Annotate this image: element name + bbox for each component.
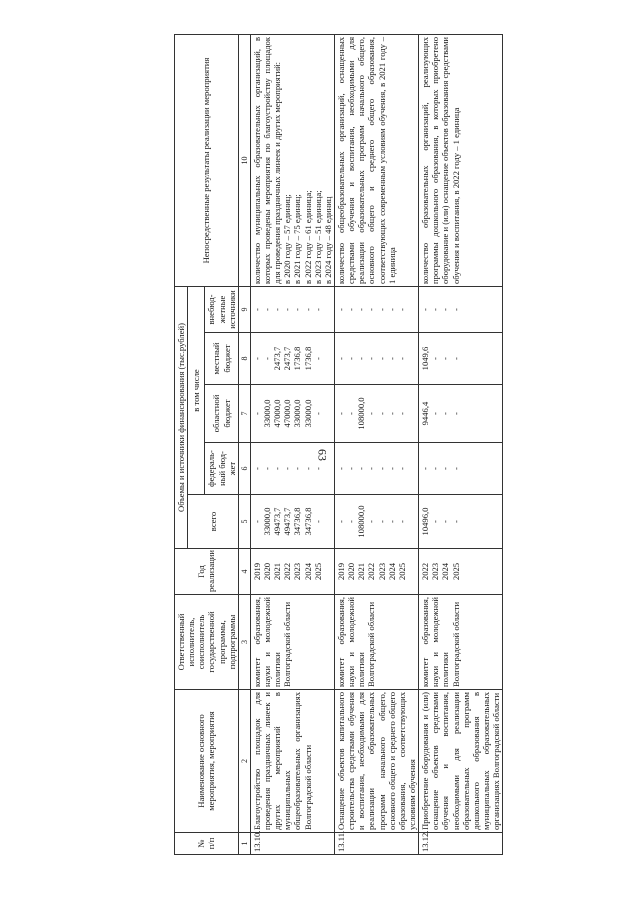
extra-list-value: - <box>312 308 323 311</box>
federal-list-value: - <box>346 467 357 470</box>
year-list-value: 2020 <box>346 562 357 581</box>
local-list <box>250 333 334 385</box>
local-list-value: - <box>251 357 262 360</box>
federal-list-value: - <box>430 467 441 470</box>
regional-list <box>419 385 503 443</box>
column-number: 2 <box>238 690 250 833</box>
extra-list-value: - <box>366 308 377 311</box>
header-federal: федераль-ный бюд-жет <box>205 443 238 495</box>
header-local: местный бюджет <box>205 333 238 385</box>
extra-list-value: - <box>396 308 407 311</box>
local-list-value: - <box>335 357 346 360</box>
regional-list-value: - <box>346 412 357 415</box>
local-list-value: 2473,7 <box>272 346 283 371</box>
federal-list-value: - <box>376 467 387 470</box>
extra-list-value: - <box>302 308 313 311</box>
federal-list-value: - <box>396 467 407 470</box>
federal-list-value: - <box>366 467 377 470</box>
total-list-value: 33000,0 <box>261 507 272 536</box>
column-number: 3 <box>238 595 250 690</box>
column-number: 9 <box>238 286 250 332</box>
local-list-value: - <box>366 357 377 360</box>
local-list <box>419 333 503 385</box>
year-list-value: 2022 <box>366 562 377 581</box>
total-list-value: 34736,8 <box>292 507 303 536</box>
extra-list <box>334 286 418 332</box>
header-including: в том числе <box>188 286 205 494</box>
year-list-value: 2019 <box>335 562 346 581</box>
activity-result: количество образовательных организаций, реализующих программы дошкольного образования, в которых приобретено оборудование и (или) оснащение объектов образования средствами обучения и воспитания, в 2022 году – 1 единица <box>419 34 503 286</box>
year-list-value: 2023 <box>376 562 387 581</box>
extra-list-value: - <box>430 308 441 311</box>
federal-list-value: - <box>420 467 431 470</box>
federal-list-value: - <box>251 467 262 470</box>
regional-list-value: - <box>312 412 323 415</box>
year-list-value: 2024 <box>302 562 313 581</box>
extra-list-value: - <box>376 308 387 311</box>
extra-list-value: - <box>261 308 272 311</box>
year-list-value: 2022 <box>282 562 293 581</box>
local-list-value: - <box>450 357 461 360</box>
activity-result: количество общеобразовательных организаций, оснащенных средствами обучения и воспитания, необходимыми для реализации образовательных программ начального общего, основного общего и среднего общего образования, соответствующих современным условиям обучения, в 2021 году – 1 единица <box>334 34 418 286</box>
regional-list-value: 33000,0 <box>292 399 303 428</box>
year-list-value: 2023 <box>430 562 441 581</box>
responsible-executor: комитет образования, науки и молодежной политики Волгоградской области <box>250 595 334 690</box>
column-number: 5 <box>238 495 250 549</box>
extra-list-value: - <box>292 308 303 311</box>
regional-list-value: - <box>386 412 397 415</box>
header-extra: внебюд-жетные источники <box>205 286 238 332</box>
federal-list-value: - <box>335 467 346 470</box>
total-list <box>334 495 418 549</box>
extra-list-value: - <box>272 308 283 311</box>
year-list-value: 2023 <box>292 562 303 581</box>
table-row <box>250 34 334 854</box>
total-list-value: 49473,7 <box>272 507 283 536</box>
total-list-value: 108000,0 <box>356 505 367 538</box>
regional-list <box>250 385 334 443</box>
regional-list-value: 47000,0 <box>272 399 283 428</box>
activity-name: Оснащение объектов капитального строительства средствами обучения и воспитания, необходимыми для реализации образовательных программ начального общего, основного общего и среднего общего образования, соответствующих условиям обучения <box>334 690 418 833</box>
local-list-value: - <box>356 357 367 360</box>
column-number: 6 <box>238 443 250 495</box>
header-responsible: Ответственный исполнитель, соисполнитель государственной программы, подпрограммы <box>175 595 239 690</box>
local-list-value: - <box>312 357 323 360</box>
extra-list-value: - <box>420 308 431 311</box>
total-list-value: - <box>312 520 323 523</box>
extra-list-value: - <box>346 308 357 311</box>
federal-list-value: - <box>272 467 283 470</box>
column-number: 10 <box>238 34 250 286</box>
regional-list-value: - <box>450 412 461 415</box>
year-list-value: 2021 <box>356 562 367 581</box>
year-list-value: 2025 <box>450 562 461 581</box>
total-list-value: - <box>251 520 262 523</box>
column-number: 1 <box>238 833 250 855</box>
total-list-value: - <box>376 520 387 523</box>
year-list-value: 2025 <box>396 562 407 581</box>
local-list-value: - <box>430 357 441 360</box>
regional-list-value: - <box>396 412 407 415</box>
local-list-value: 2473,7 <box>282 346 293 371</box>
header-result: Непосредственные результаты реализации мероприятия <box>175 34 239 286</box>
table-row <box>334 34 418 854</box>
activity-result: количество муниципальных образовательных организаций, в которых проведены мероприятия по благоустройству площадок для проведения праздничных линеек и других мероприятий: в 2020 году – 57 единиц; в 2021 году – 75 единиц; в 2022 году – 61 единица; в 2023 году – 51 единица; в 2024 году – 48 единиц <box>250 34 334 286</box>
local-list-value: - <box>346 357 357 360</box>
local-list-value: - <box>261 357 272 360</box>
federal-list-value: - <box>450 467 461 470</box>
total-list-value: - <box>450 520 461 523</box>
year-list-value: 2024 <box>440 562 451 581</box>
page-number: 63 <box>315 449 330 461</box>
column-numbers-row <box>238 34 250 854</box>
header-name: Наименование основного мероприятия, мероприятия <box>175 690 239 833</box>
header-funding: Объемы и источники финансирования (тыс.рублей) <box>175 286 188 548</box>
total-list-value: 10496,0 <box>420 507 431 536</box>
local-list-value: - <box>386 357 397 360</box>
rotated-page <box>174 35 640 855</box>
total-list <box>419 495 503 549</box>
header-num: № п/п <box>175 833 239 855</box>
year-list-value: 2019 <box>251 562 262 581</box>
total-list-value: - <box>335 520 346 523</box>
header-year: Год реализации <box>175 549 239 595</box>
total-list-value: - <box>430 520 441 523</box>
year-list-value: 2024 <box>386 562 397 581</box>
row-number: 13.12. <box>419 833 503 855</box>
local-list-value: 1736,8 <box>292 346 303 371</box>
extra-list-value: - <box>356 308 367 311</box>
extra-list-value: - <box>335 308 346 311</box>
total-list-value: - <box>346 520 357 523</box>
regional-list <box>334 385 418 443</box>
activity-name: Благоустройство площадок для проведения праздничных линеек и других мероприятий в муниципальных общеобразовательных организациях Волгоградской области <box>250 690 334 833</box>
federal-list-value: - <box>440 467 451 470</box>
regional-list-value: - <box>376 412 387 415</box>
extra-list-value: - <box>386 308 397 311</box>
year-list-value: 2020 <box>261 562 272 581</box>
regional-list-value: 33000,0 <box>302 399 313 428</box>
extra-list-value: - <box>251 308 262 311</box>
regional-list-value: 47000,0 <box>282 399 293 428</box>
regional-list-value: 33000,0 <box>261 399 272 428</box>
row-number: 13.10. <box>250 833 334 855</box>
extra-list-value: - <box>450 308 461 311</box>
responsible-executor: комитет образования, науки и молодежной политики Волгоградской области <box>334 595 418 690</box>
local-list-value: 1736,8 <box>302 346 313 371</box>
header-total: всего <box>188 495 239 549</box>
column-number: 7 <box>238 385 250 443</box>
year-list-value: 2025 <box>312 562 323 581</box>
federal-list-value: - <box>356 467 367 470</box>
total-list-value: 49473,7 <box>282 507 293 536</box>
year-list-value: 2022 <box>420 562 431 581</box>
column-number: 8 <box>238 333 250 385</box>
extra-list <box>250 286 334 332</box>
regional-list-value: - <box>251 412 262 415</box>
federal-list-value: - <box>261 467 272 470</box>
regional-list-value: - <box>440 412 451 415</box>
total-list-value: - <box>440 520 451 523</box>
regional-list-value: - <box>430 412 441 415</box>
regional-list-value: 108000,0 <box>356 397 367 430</box>
total-list <box>250 495 334 549</box>
federal-list-value: - <box>292 467 303 470</box>
local-list <box>334 333 418 385</box>
local-list-value: - <box>440 357 451 360</box>
header-regional: областной бюджет <box>205 385 238 443</box>
year-list <box>250 549 334 595</box>
federal-list <box>250 443 334 495</box>
federal-list-value: - <box>386 467 397 470</box>
responsible-executor: комитет образования, науки и молодежной политики Волгоградской области <box>419 595 503 690</box>
extra-list-value: - <box>440 308 451 311</box>
local-list-value: - <box>396 357 407 360</box>
regional-list-value: - <box>335 412 346 415</box>
year-list <box>419 549 503 595</box>
column-number: 4 <box>238 549 250 595</box>
total-list-value: - <box>386 520 397 523</box>
total-list-value: - <box>396 520 407 523</box>
table-row <box>419 34 503 854</box>
federal-list <box>419 443 503 495</box>
extra-list <box>419 286 503 332</box>
row-number: 13.11. <box>334 833 418 855</box>
regional-list-value: 9446,4 <box>420 401 431 426</box>
federal-list <box>334 443 418 495</box>
year-list <box>334 549 418 595</box>
federal-list-value: - <box>302 467 313 470</box>
extra-list-value: - <box>282 308 293 311</box>
federal-list-value: - <box>312 467 323 470</box>
total-list-value: 34736,8 <box>302 507 313 536</box>
regional-list-value: - <box>366 412 377 415</box>
program-activities-table <box>174 34 503 855</box>
local-list-value: - <box>376 357 387 360</box>
federal-list-value: - <box>282 467 293 470</box>
local-list-value: 1049,6 <box>420 346 431 371</box>
year-list-value: 2021 <box>272 562 283 581</box>
total-list-value: - <box>366 520 377 523</box>
activity-name: Приобретение оборудования и (или) оснащение объектов средствами обучения и воспитания, необходимыми для реализации образовательных программ дошкольного образования в муниципальных образовательных организациях Волгоградской области <box>419 690 503 833</box>
